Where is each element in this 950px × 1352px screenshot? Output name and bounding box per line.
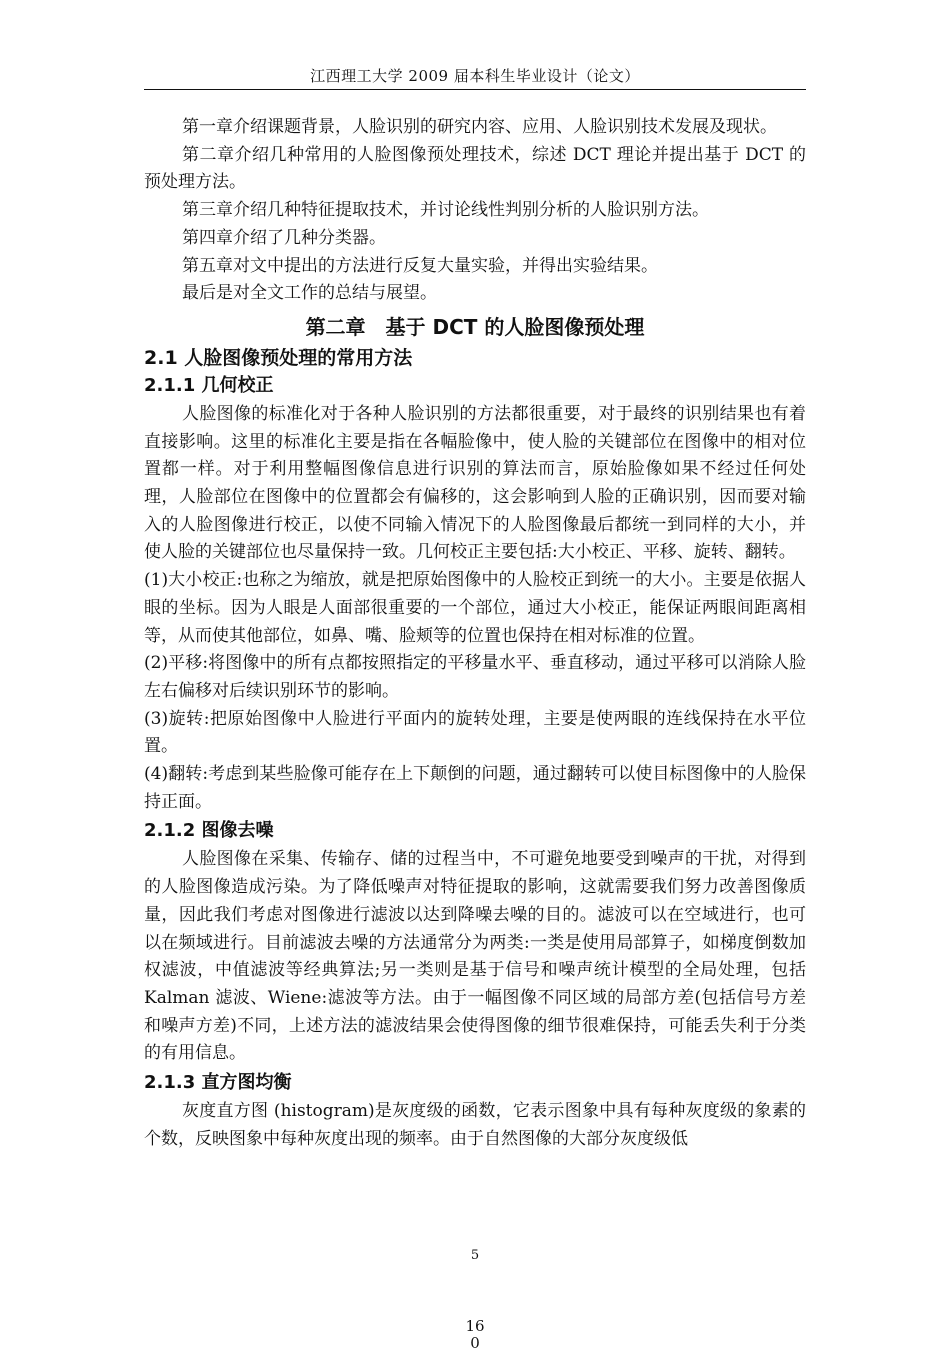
intro-paragraph-4: 第四章介绍了几种分类器。 bbox=[182, 227, 386, 248]
document-body bbox=[144, 114, 806, 1154]
geometry-item-3: (3)旋转:把原始图像中人脸进行平面内的旋转处理，主要是使两眼的连线保持在水平位置。 bbox=[144, 708, 806, 757]
page-header: 江西理工大学 2009 届本科生毕业设计（论文） bbox=[310, 67, 640, 85]
section-heading-2-1-2: 2.1.2 图像去噪 bbox=[144, 820, 274, 842]
geometry-item-4: (4)翻转:考虑到某些脸像可能存在上下颠倒的问题，通过翻转可以使目标图像中的人脸保持正面。 bbox=[144, 764, 806, 812]
denoise-paragraph: 人脸图像在采集、传输存、储的过程当中，不可避免地要受到噪声的干扰，对得到的人脸图像造成污染。为了降低噪声对特征提取的影响，这就需要我们努力改善图像质量，因此我们考虑对图像进行滤波以达到降噪去噪的目的。滤波可以在空域进行，也可以在频域进行。目前滤波去噪的方法通常分为两类:一类是使用局部算子，如梯度倒数加权滤波，中值滤波等经典算法;另一类则是基于信号和噪声统计模型的全局处理，包括 Kalman 滤波、Wiene:滤波等方法。由于一幅图像不同区域的局部方差(包括信号方差和噪声方差)不同，上述方法的滤波结果会使得图像的细节很难保持，可能丢失利于分类的有用信息。 bbox=[144, 849, 806, 1064]
geometry-item-1: (1)大小校正:也称之为缩放，就是把原始图像中的人脸校正到统一的大小。主要是依据人眼的坐标。因为人眼是人面部很重要的一个部位，通过大小校正，能保证两眼间距离相等，从而使其他部位，如鼻、嘴、脸颊等的位置也保持在相对标准的位置。 bbox=[144, 570, 806, 646]
intro-paragraph-6: 最后是对全文工作的总结与展望。 bbox=[182, 283, 437, 304]
header-divider bbox=[144, 89, 806, 90]
page-number: 5 bbox=[470, 1248, 480, 1263]
footer-number: 16 0 bbox=[465, 1317, 485, 1352]
intro-paragraph-2: 第二章介绍几种常用的人脸图像预处理技术，综述 DCT 理论并提出基于 DCT 的预处理方法。 bbox=[144, 144, 806, 193]
section-heading-2-1: 2.1 人脸图像预处理的常用方法 bbox=[144, 346, 413, 369]
chapter-title: 第二章 基于 DCT 的人脸图像预处理 bbox=[305, 314, 645, 339]
geometry-item-2: (2)平移:将图像中的所有点都按照指定的平移量水平、垂直移动，通过平移可以消除人脸左右偏移对后续识别环节的影响。 bbox=[144, 653, 806, 701]
section-heading-2-1-1: 2.1.1 几何校正 bbox=[144, 374, 274, 396]
histogram-paragraph: 灰度直方图 (histogram)是灰度级的函数，它表示图象中具有每种灰度级的象素的个数，反映图象中每种灰度出现的频率。由于自然图像的大部分灰度级低 bbox=[144, 1101, 806, 1149]
section-heading-2-1-3: 2.1.3 直方图均衡 bbox=[144, 1072, 292, 1094]
intro-paragraph-1: 第一章介绍课题背景，人脸识别的研究内容、应用、人脸识别技术发展及现状。 bbox=[182, 117, 777, 137]
geometry-paragraph: 人脸图像的标准化对于各种人脸识别的方法都很重要，对于最终的识别结果也有着直接影响。这里的标准化主要是指在各幅脸像中，使人脸的关键部位在图像中的相对位置都一样。对于利用整幅图像信息进行识别的算法而言，原始脸像如果不经过任何处理，人脸部位在图像中的位置都会有偏移的，这会影响到人脸的正确识别，因而要对输入的人脸图像进行校正，以使不同输入情况下的人脸图像最后都统一到同样的大小，并使人脸的关键部位也尽量保持一致。几何校正主要包括:大小校正、平移、旋转、翻转。 bbox=[144, 403, 806, 563]
intro-paragraph-5: 第五章对文中提出的方法进行反复大量实验，并得出实验结果。 bbox=[182, 255, 658, 276]
intro-paragraph-3: 第三章介绍几种特征提取技术，并讨论线性判别分析的人脸识别方法。 bbox=[182, 200, 709, 221]
